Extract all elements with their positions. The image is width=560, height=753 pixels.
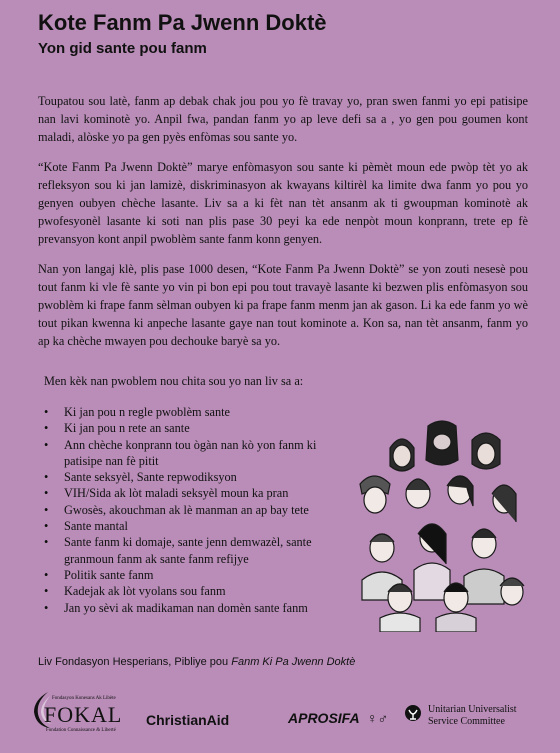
- fokal-tagline: Fondasyon Konesans Ak Libète: [52, 696, 116, 701]
- face-illustration: [500, 578, 524, 605]
- christian-aid-logo: [146, 712, 229, 728]
- women-group-illustration: [352, 420, 534, 632]
- face-illustration: [360, 476, 390, 513]
- list-item: • Sante seksyèl, Sante repwodiksyon: [44, 469, 344, 485]
- list-item: • VIH/Sida ak lòt maladi seksyèl moun ka pran: [44, 485, 344, 501]
- list-item: • Politik sante fanm: [44, 567, 344, 583]
- face-illustration: [406, 479, 430, 508]
- face-illustration: [390, 439, 414, 471]
- fokal-wordmark: FOKAL: [44, 702, 123, 727]
- intro-paragraph: Toupatou sou latè, fanm ap debak chak jou pou yo fè travay yo, pran swen fanmi yo epi patisipe nan lavi kominotè yo. Anpil fwa, pandan fanm yo ap leve defi sa a , yo gen pou goumen kont maladi, alòske yo pa gen pyès enfòmas sou sante yo.: [38, 94, 528, 144]
- christian-aid-wordmark: ChristianAid: [146, 712, 230, 728]
- publisher-credit: [38, 656, 355, 668]
- uusc-logo: [428, 704, 517, 728]
- aprosifa-logo: [288, 710, 388, 726]
- page-subtitle: Yon gid sante pou fanm: [38, 40, 207, 57]
- face-illustration: [414, 524, 450, 600]
- list-item: • Kadejak ak lòt vyolans sou fanm: [44, 583, 344, 599]
- list-item: • Sante mantal: [44, 518, 344, 534]
- list-item: • Gwosès, akouchman ak lè manman an ap bay tete: [44, 502, 344, 518]
- fokal-subtitle: Fondation Connaissance & Liberté: [46, 728, 116, 733]
- face-illustration: [492, 485, 516, 522]
- face-illustration: [447, 476, 473, 506]
- page-title: Kote Fanm Pa Jwenn Doktè: [38, 10, 327, 35]
- list-item: • Jan yo sèvi ak madikaman nan domèn sante fanm: [44, 600, 344, 616]
- list-item: • Ann chèche konprann tou ògàn nan kò yon fanm ki patisipe nan fè pitit: [44, 437, 344, 470]
- face-illustration: [464, 529, 504, 604]
- uusc-line-2: Service Committee: [428, 716, 505, 727]
- language-paragraph: Nan yon langaj klè, plis pase 1000 desen, “Kote Fanm Pa Jwenn Doktè” se yon zouti nesesè pou tout fanm ki vle fè sante yo vin pi bon epi pou tout travayè lasante ki bezwen plis enfòmasyon sou pwoblèm ki frape fanm sèlman oubyen ki pa frape fanm menm jan ak gason. Li ka ede fanm yo wè tout pikan kwenna ki anpeche lasante gaye nan tout kominote a. Kon sa, nan tèt ansanm, fanm yo ap ka chèche mwayen pou dechouke baryè sa yo.: [38, 262, 528, 348]
- list-intro: Men kèk nan pwoblem nou chita sou yo nan liv sa a:: [44, 374, 304, 388]
- uusc-line-1: Unitarian Universalist: [428, 704, 517, 715]
- list-item: • Sante fanm ki domaje, sante jenn demwazèl, sante granmoun fanm ak sante fanm refijye: [44, 534, 344, 567]
- publisher-credit-prefix: Liv Fondasyon Hesperians, Pibliye pou: [38, 656, 232, 668]
- topic-list: [44, 404, 344, 616]
- description-paragraph: “Kote Fanm Pa Jwenn Doktè” marye enfòmasyon sou sante ki pèmèt moun ede pwòp tèt yo ak refleksyon sou ki jan lamizè, diskriminasyon ak kwayans kiltirèl ka limite dwa fanm yo pou yo genyen oubyen chèche lasante. Liv sa a ki fèt nan tèt ansanm ak ti gwoupman kominotè ak pwofesyonèl lasante ki soti nan plis pase 30 peyi ka ede nenpòt moun konprann, trete ep fè prevansyon kont anpil pwoblèm sante fanm konn genyen.: [38, 160, 528, 246]
- list-item: • Ki jan pou n rete an sante: [44, 420, 344, 436]
- fokal-logo: [30, 690, 135, 746]
- gender-symbols-icon: ♀♂: [366, 710, 388, 726]
- face-illustration: [426, 421, 458, 465]
- face-illustration: [472, 433, 500, 469]
- aprosifa-wordmark: APROSIFA: [288, 710, 360, 726]
- list-item: • Ki jan pou n regle pwoblèm sante: [44, 404, 344, 420]
- chalice-icon: [404, 704, 422, 722]
- book-title: Fanm Ki Pa Jwenn Doktè: [231, 656, 356, 668]
- sponsor-logos: [0, 690, 560, 750]
